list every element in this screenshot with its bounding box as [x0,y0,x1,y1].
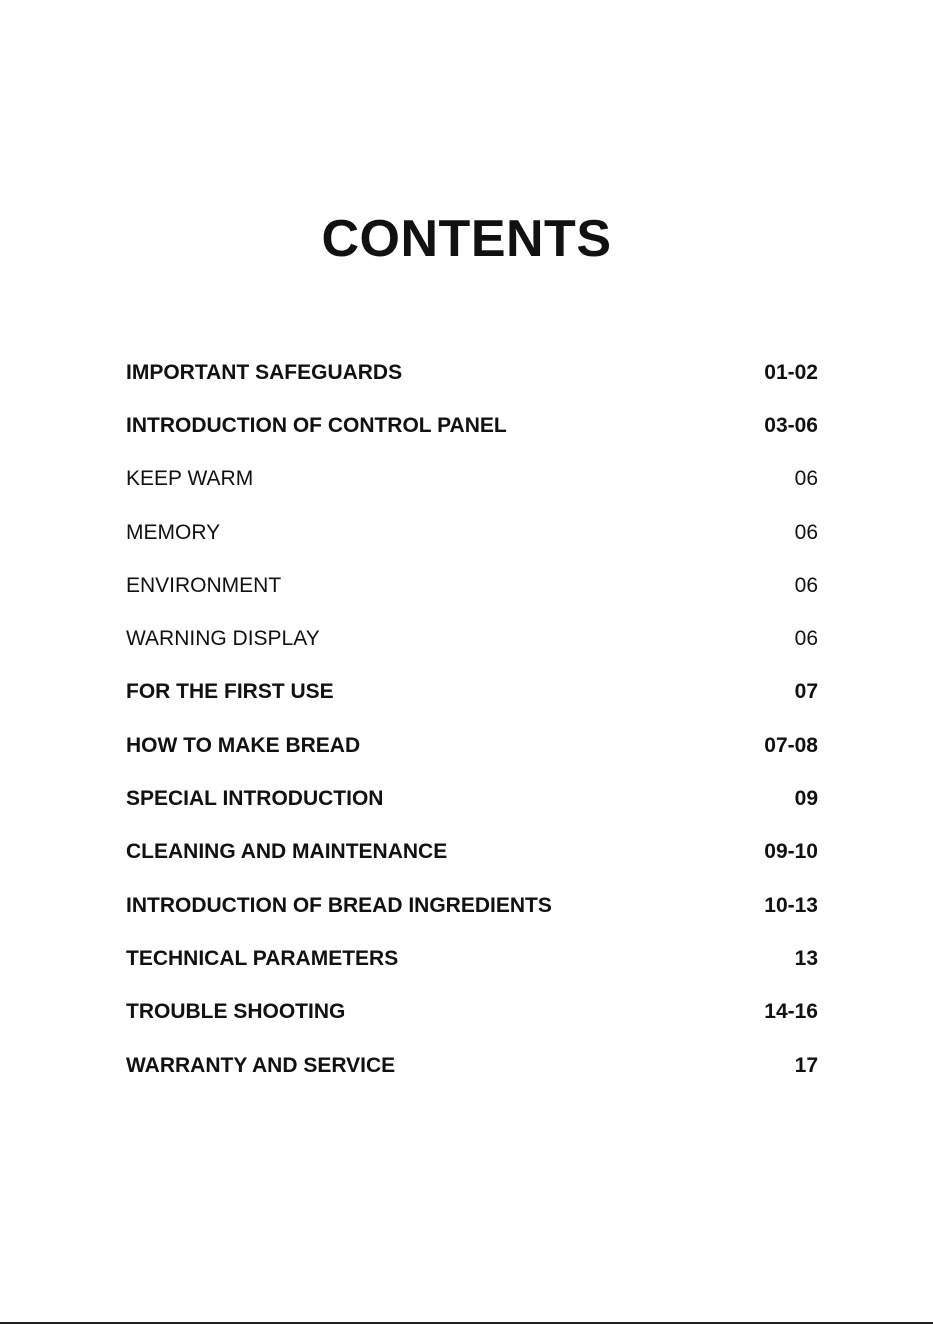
toc-entry-pages: 17 [794,1053,818,1077]
toc-entry-warning-display[interactable] [126,612,818,665]
page-title: CONTENTS [321,210,612,268]
toc-entry-label: HOW TO MAKE BREAD [126,733,361,757]
toc-entry-pages: 06 [794,520,818,544]
toc-entry-label: FOR THE FIRST USE [126,680,334,704]
toc-entry-important-safeguards[interactable] [126,346,818,399]
toc-entry-technical-parameters[interactable] [126,932,818,985]
toc-entry-pages: 10-13 [764,893,818,917]
toc-entry-label: ENVIRONMENT [126,573,282,597]
toc-entry-pages: 03-06 [764,413,818,437]
toc-entry-warranty[interactable] [126,1039,818,1092]
toc-entry-first-use[interactable] [126,666,818,719]
toc-entry-label: WARNING DISPLAY [126,627,320,651]
table-of-contents [126,346,818,1092]
toc-entry-pages: 06 [794,627,818,651]
toc-entry-label: CLEANING AND MAINTENANCE [126,840,448,864]
toc-entry-memory[interactable] [126,506,818,559]
toc-entry-pages: 13 [794,946,818,970]
toc-entry-pages: 01-02 [764,360,818,384]
toc-entry-label: MEMORY [126,520,221,544]
toc-entry-make-bread[interactable] [126,719,818,772]
toc-entry-pages: 09 [794,787,818,811]
toc-entry-pages: 09-10 [764,840,818,864]
toc-entry-pages: 14-16 [764,1000,818,1024]
toc-entry-control-panel[interactable] [126,399,818,452]
toc-entry-keep-warm[interactable] [126,453,818,506]
toc-entry-label: KEEP WARM [126,467,254,491]
toc-entry-label: INTRODUCTION OF CONTROL PANEL [126,413,507,437]
toc-entry-pages: 07-08 [764,733,818,757]
toc-entry-cleaning[interactable] [126,826,818,879]
toc-entry-pages: 07 [794,680,818,704]
toc-entry-pages: 06 [794,573,818,597]
toc-entry-label: TROUBLE SHOOTING [126,1000,346,1024]
toc-entry-trouble-shooting[interactable] [126,986,818,1039]
toc-entry-label: TECHNICAL PARAMETERS [126,946,399,970]
toc-entry-ingredients[interactable] [126,879,818,932]
toc-entry-label: INTRODUCTION OF BREAD INGREDIENTS [126,893,552,917]
toc-entry-label: SPECIAL INTRODUCTION [126,787,384,811]
toc-entry-environment[interactable] [126,559,818,612]
toc-entry-pages: 06 [794,467,818,491]
toc-entry-label: WARRANTY AND SERVICE [126,1053,396,1077]
toc-entry-special-introduction[interactable] [126,772,818,825]
toc-entry-label: IMPORTANT SAFEGUARDS [126,360,403,384]
